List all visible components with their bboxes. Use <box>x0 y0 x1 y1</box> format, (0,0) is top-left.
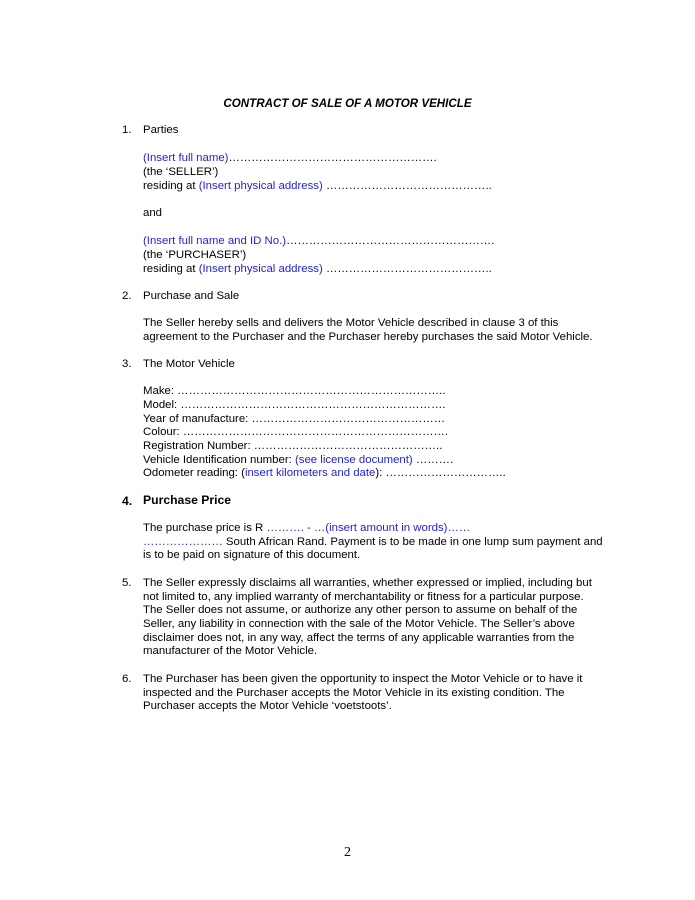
and-text: and <box>143 207 163 219</box>
seller-name-line <box>143 152 437 166</box>
residing-prefix: residing at <box>143 180 199 192</box>
section-5-text-line: disclaimer does not, in any way, affect the terms of any applicable warranties from the <box>143 632 575 644</box>
buyer-label: (the ‘PURCHASER’) <box>143 249 247 261</box>
buyer-address-placeholder[interactable]: (Insert physical address) <box>198 263 323 275</box>
vin-field[interactable] <box>143 454 453 468</box>
price-currency-line <box>143 536 603 550</box>
section-3-number: 3. <box>122 358 132 370</box>
buyer-address-line <box>143 263 492 277</box>
section-1-number: 1. <box>122 124 132 136</box>
seller-address-dots: …………………………………….. <box>322 180 492 192</box>
price-payment-line: is to be paid on signature of this document. <box>143 549 361 561</box>
section-5-text-line: manufacturer of the Motor Vehicle. <box>143 645 318 657</box>
buyer-address-dots: …………………………………….. <box>322 263 492 275</box>
price-amount-placeholder[interactable]: ………. - …(insert amount in words)…… <box>266 522 471 534</box>
year-field[interactable]: Year of manufacture: …………………………………………… <box>143 413 446 425</box>
make-field[interactable]: Make: …………………………………………………………….. <box>143 385 446 397</box>
section-2-heading: Purchase and Sale <box>143 290 240 302</box>
section-2-text-line: agreement to the Purchaser and the Purchaser hereby purchases the said Motor Vehicle. <box>143 331 593 343</box>
seller-address-placeholder[interactable]: (Insert physical address) <box>198 180 323 192</box>
odometer-field[interactable] <box>143 467 506 481</box>
seller-label: (the ‘SELLER’) <box>143 166 219 178</box>
section-6-number: 6. <box>122 673 132 685</box>
section-6-text-line: Purchaser accepts the Motor Vehicle ‘voetstoots’. <box>143 700 392 712</box>
section-5-text-line: Seller, any liability in connection with the sale of the Motor Vehicle. The Seller’s above <box>143 618 575 630</box>
section-4-heading: Purchase Price <box>143 493 232 507</box>
section-5-text-line: The Seller does not assume, or authorize any other person to assume on behalf of the <box>143 604 578 616</box>
residing-prefix: residing at <box>143 263 199 275</box>
odometer-placeholder[interactable]: insert kilometers and date <box>244 467 376 479</box>
section-5-number: 5. <box>122 577 132 589</box>
odometer-label: Odometer reading: ( <box>143 467 245 479</box>
section-3-heading: The Motor Vehicle <box>143 358 235 370</box>
buyer-name-dots: ………………………………………………. <box>286 235 495 247</box>
seller-name-placeholder[interactable]: (Insert full name) <box>143 152 229 164</box>
seller-name-dots: ………………………………………………. <box>228 152 437 164</box>
vin-dots: ………. <box>412 454 454 466</box>
section-6-text-line: inspected and the Purchaser accepts the Motor Vehicle in its existing condition. The <box>143 687 565 699</box>
section-5-text-line: The Seller expressly disclaims all warranties, whether expressed or implied, including but <box>143 577 592 589</box>
section-4-number: 4. <box>122 494 133 508</box>
colour-field[interactable]: Colour: ……………………………………………………………. <box>143 426 449 438</box>
vin-label: Vehicle Identification number: <box>143 454 295 466</box>
section-2-number: 2. <box>122 290 132 302</box>
price-line <box>143 522 470 536</box>
seller-address-line <box>143 180 492 194</box>
section-6-text-line: The Purchaser has been given the opportunity to inspect the Motor Vehicle or to have it <box>143 673 583 685</box>
model-field[interactable]: Model: ……………………………………………………………. <box>143 399 446 411</box>
vin-placeholder[interactable]: (see license document) <box>294 454 413 466</box>
buyer-name-line <box>143 235 494 249</box>
price-currency-text: South African Rand. Payment is to be made in one lump sum payment and <box>222 536 603 548</box>
price-prefix: The purchase price is R <box>143 522 267 534</box>
document-title: CONTRACT OF SALE OF A MOTOR VEHICLE <box>223 97 472 110</box>
odometer-dots: ): ………………………….. <box>375 467 506 479</box>
page-number: 2 <box>344 845 351 860</box>
buyer-name-placeholder[interactable]: (Insert full name and ID No.) <box>143 235 287 247</box>
price-currency-placeholder[interactable]: ………………… <box>143 536 223 548</box>
section-2-text-line: The Seller hereby sells and delivers the Motor Vehicle described in clause 3 of this <box>143 317 559 329</box>
section-1-heading: Parties <box>143 124 179 136</box>
section-5-text-line: not limited to, any implied warranty of merchantability or fitness for a particular purpose. <box>143 591 584 603</box>
registration-field[interactable]: Registration Number: ………………………………………….. <box>143 440 443 452</box>
